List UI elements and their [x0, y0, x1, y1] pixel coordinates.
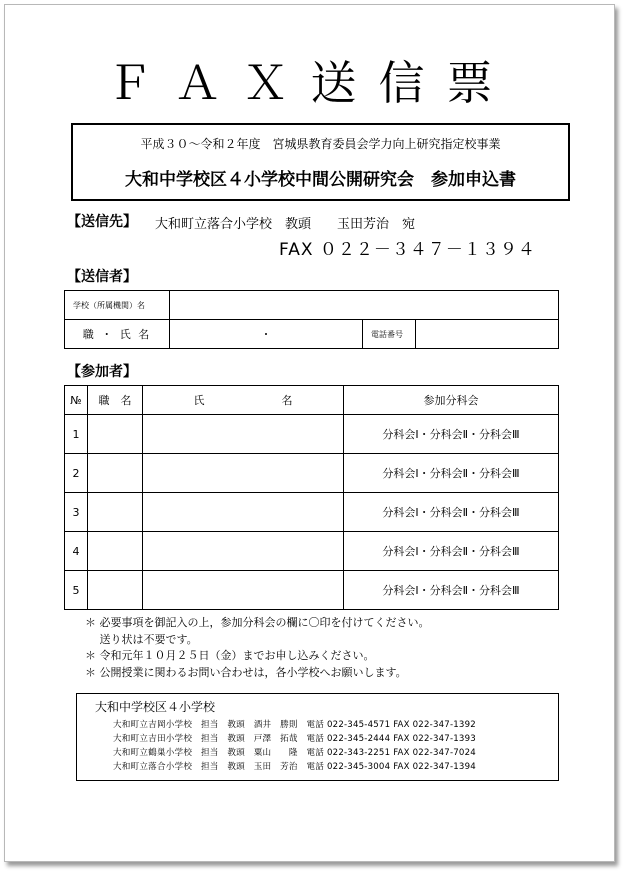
school-name-field[interactable] — [170, 291, 559, 320]
sender-table — [64, 290, 559, 349]
header-box — [71, 123, 570, 201]
table-row — [65, 571, 559, 610]
name-cell[interactable] — [143, 454, 344, 493]
header-main-title: 大和中学校区４小学校中間公開研究会 参加申込書 — [125, 170, 516, 190]
position-name-field[interactable] — [170, 320, 363, 349]
destination-fax: FAX ０２２－３４７－１３９４ — [279, 240, 536, 260]
participants-label: 【参加者】 — [67, 364, 137, 380]
session-cell[interactable]: 分科会Ⅰ・分科会Ⅱ・分科会Ⅲ — [344, 415, 559, 454]
table-row — [65, 415, 559, 454]
row-number: 4 — [65, 532, 88, 571]
row-number: 2 — [65, 454, 88, 493]
phone-label: 電話番号 — [363, 320, 416, 349]
sender-label: 【送信者】 — [67, 269, 137, 285]
page-title: ＦＡＸ送信票 — [106, 56, 515, 110]
row-number: 5 — [65, 571, 88, 610]
phone-field[interactable] — [416, 320, 559, 349]
col-no: № — [65, 386, 88, 415]
contact-box — [76, 693, 559, 781]
separator-dot: ・ — [260, 328, 272, 341]
session-cell[interactable]: 分科会Ⅰ・分科会Ⅱ・分科会Ⅲ — [344, 532, 559, 571]
note-line: 送り状は不要です。 — [85, 632, 198, 646]
position-cell[interactable] — [88, 571, 143, 610]
session-cell[interactable]: 分科会Ⅰ・分科会Ⅱ・分科会Ⅲ — [344, 454, 559, 493]
school-name-label: 学校（所属機関）名 — [65, 291, 170, 320]
notes — [85, 615, 430, 681]
name-cell[interactable] — [143, 532, 344, 571]
contact-row: 大和町立吉田小学校 担当 教頭 戸澤 拓哉 電話 022-345-2444 FAX 022-347-1393 — [113, 734, 476, 744]
contact-row: 大和町立落合小学校 担当 教頭 玉田 芳治 電話 022-345-3004 FAX 022-347-1394 — [113, 762, 476, 772]
contact-title: 大和中学校区４小学校 — [95, 700, 216, 714]
col-position: 職 名 — [88, 386, 143, 415]
position-cell[interactable] — [88, 493, 143, 532]
table-header-row — [65, 386, 559, 415]
session-cell[interactable]: 分科会Ⅰ・分科会Ⅱ・分科会Ⅲ — [344, 571, 559, 610]
table-row — [65, 454, 559, 493]
header-subtitle: 平成３０～令和２年度 宮城県教育委員会学力向上研究指定校事業 — [140, 137, 501, 151]
note-line: ＊ 必要事項を御記入の上，参加分科会の欄に〇印を付けてください。 — [85, 616, 430, 629]
fax-sheet — [4, 4, 615, 862]
position-cell[interactable] — [88, 532, 143, 571]
position-cell[interactable] — [88, 454, 143, 493]
table-row — [65, 493, 559, 532]
position-name-label: 職 ・ 氏 名 — [65, 320, 170, 349]
note-line: ＊ 令和元年１０月２５日（金）までお申し込みください。 — [85, 649, 375, 662]
name-cell[interactable] — [143, 415, 344, 454]
destination-name: 大和町立落合小学校 教頭 玉田芳治 宛 — [155, 217, 416, 232]
name-cell[interactable] — [143, 493, 344, 532]
participants-table — [64, 385, 559, 610]
destination-label: 【送信先】 — [67, 214, 137, 230]
contact-row: 大和町立鶴巣小学校 担当 教頭 粟山 隆 電話 022-343-2251 FAX 022-347-7024 — [113, 748, 476, 758]
col-session: 参加分科会 — [344, 386, 559, 415]
position-cell[interactable] — [88, 415, 143, 454]
session-cell[interactable]: 分科会Ⅰ・分科会Ⅱ・分科会Ⅲ — [344, 493, 559, 532]
name-cell[interactable] — [143, 571, 344, 610]
row-number: 1 — [65, 415, 88, 454]
note-line: ＊ 公開授業に関わるお問い合わせは，各小学校へお願いします。 — [85, 665, 407, 679]
col-name: 氏 名 — [143, 386, 344, 415]
row-number: 3 — [65, 493, 88, 532]
contact-row: 大和町立吉岡小学校 担当 教頭 酒井 勝則 電話 022-345-4571 FAX 022-347-1392 — [113, 720, 476, 730]
table-row — [65, 532, 559, 571]
